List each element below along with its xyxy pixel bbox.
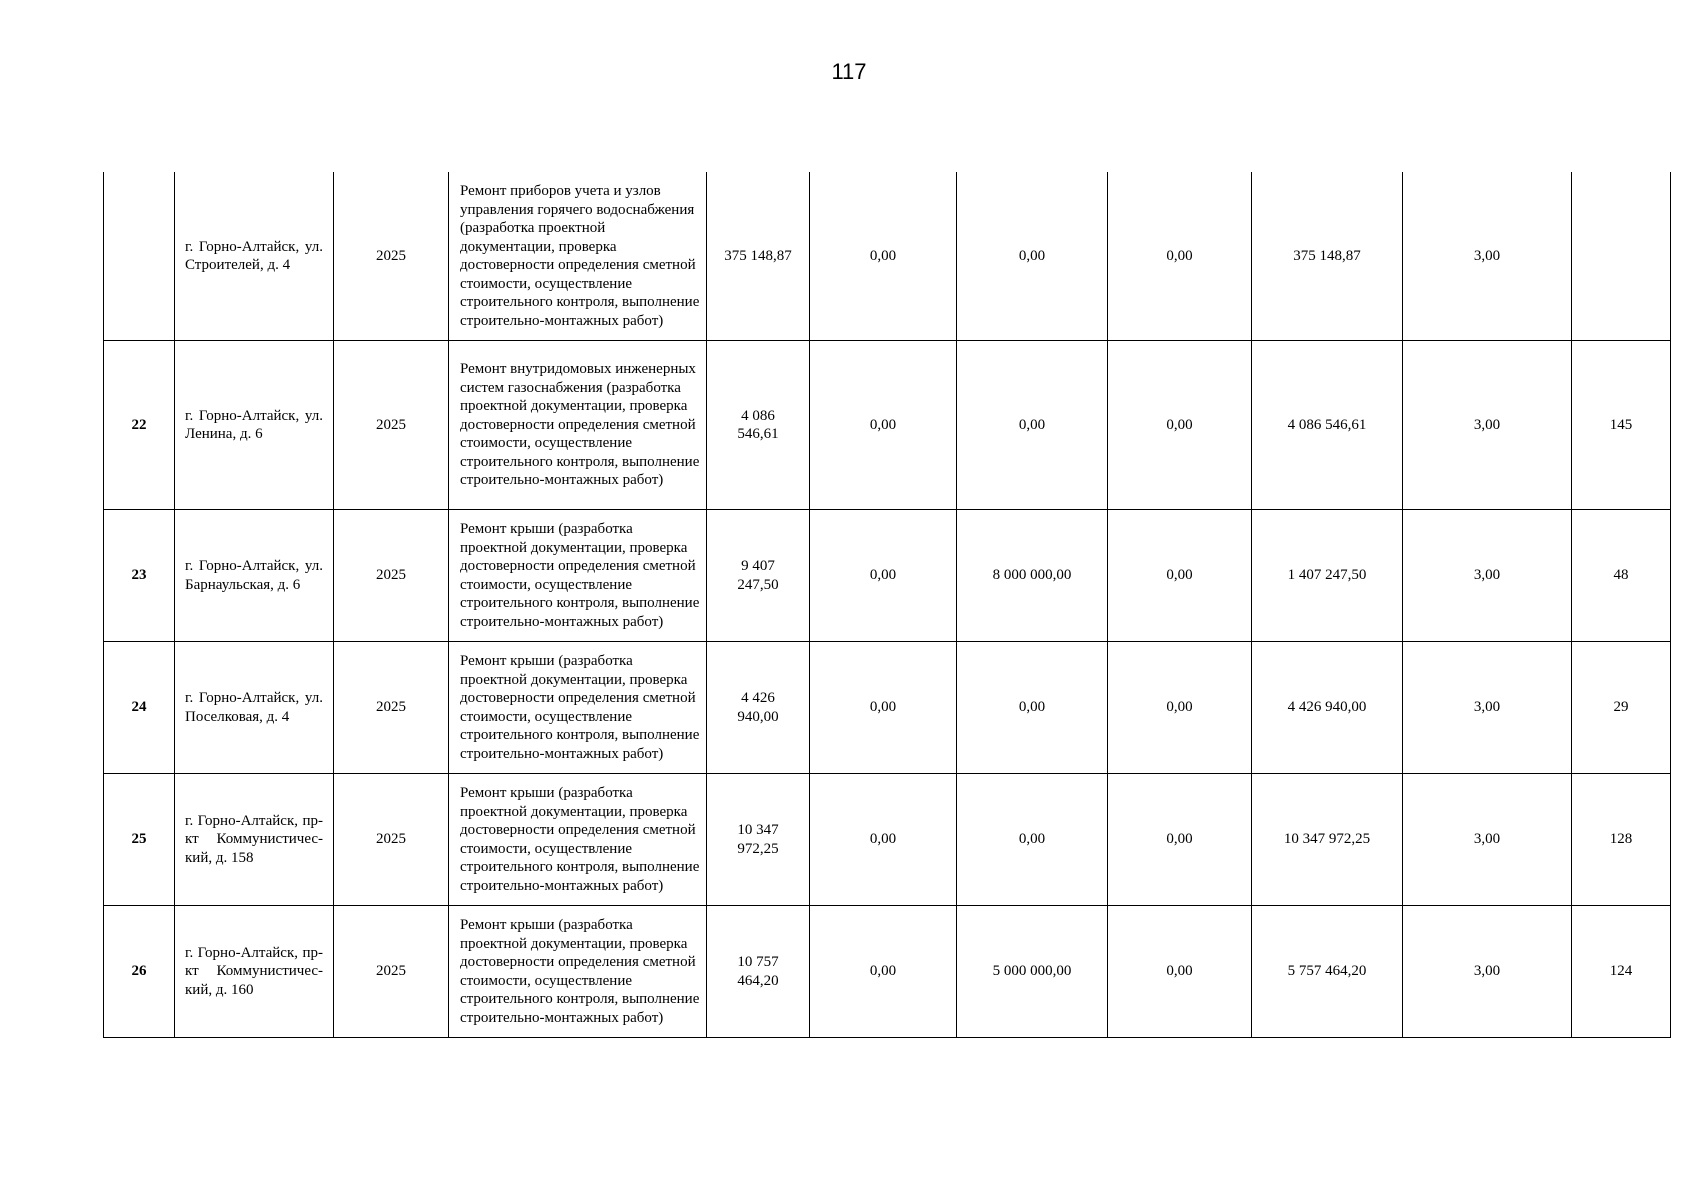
value-cell-7: 0,00 [957, 642, 1108, 774]
address-cell: г. Горно-Алтайск, ул. Ленина, д. 6 [175, 341, 334, 510]
value-cell-10: 3,00 [1403, 774, 1572, 906]
value-cell-9: 375 148,87 [1252, 172, 1403, 341]
total-cost-cell: 10 347 972,25 [707, 774, 810, 906]
value-cell-7: 0,00 [957, 172, 1108, 341]
value-cell-11 [1572, 172, 1671, 341]
value-cell-11: 29 [1572, 642, 1671, 774]
value-cell-8: 0,00 [1108, 906, 1252, 1038]
row-number: 22 [104, 341, 175, 510]
value-cell-11: 48 [1572, 510, 1671, 642]
table-row [104, 172, 1671, 341]
total-cost-cell: 10 757 464,20 [707, 906, 810, 1038]
row-number: 24 [104, 642, 175, 774]
value-cell-7: 5 000 000,00 [957, 906, 1108, 1038]
total-cost-cell: 9 407 247,50 [707, 510, 810, 642]
work-description-cell: Ремонт крыши (разработка проектной документации, проверка достоверности определения сметной стоимости, осуществление строительного контроля, выполнение строительно-монтажных работ) [449, 642, 707, 774]
value-cell-6: 0,00 [810, 642, 957, 774]
value-cell-9: 1 407 247,50 [1252, 510, 1403, 642]
value-cell-9: 4 086 546,61 [1252, 341, 1403, 510]
value-cell-8: 0,00 [1108, 774, 1252, 906]
value-cell-9: 4 426 940,00 [1252, 642, 1403, 774]
table-row [104, 341, 1671, 510]
row-number: 23 [104, 510, 175, 642]
value-cell-11: 145 [1572, 341, 1671, 510]
year-cell: 2025 [334, 774, 449, 906]
value-cell-8: 0,00 [1108, 172, 1252, 341]
row-number [104, 172, 175, 341]
value-cell-7: 0,00 [957, 774, 1108, 906]
address-cell: г. Горно-Алтайск, пр-кт Коммунистичес-кий, д. 158 [175, 774, 334, 906]
value-cell-9: 5 757 464,20 [1252, 906, 1403, 1038]
address-cell: г. Горно-Алтайск, ул. Строителей, д. 4 [175, 172, 334, 341]
total-cost-cell: 375 148,87 [707, 172, 810, 341]
value-cell-10: 3,00 [1403, 642, 1572, 774]
value-cell-10: 3,00 [1403, 341, 1572, 510]
repair-program-table [103, 172, 1671, 1038]
table-row [104, 642, 1671, 774]
table-row [104, 906, 1671, 1038]
work-description-cell: Ремонт крыши (разработка проектной документации, проверка достоверности определения сметной стоимости, осуществление строительного контроля, выполнение строительно-монтажных работ) [449, 510, 707, 642]
work-description-cell: Ремонт внутридомовых инженерных систем газоснабжения (разработка проектной документации, проверка достоверности определения сметной стоимости, осуществление строительного контроля, выполнение строительно-монтажных работ) [449, 341, 707, 510]
value-cell-6: 0,00 [810, 774, 957, 906]
work-description-cell: Ремонт крыши (разработка проектной документации, проверка достоверности определения сметной стоимости, осуществление строительного контроля, выполнение строительно-монтажных работ) [449, 774, 707, 906]
total-cost-cell: 4 426 940,00 [707, 642, 810, 774]
year-cell: 2025 [334, 172, 449, 341]
year-cell: 2025 [334, 906, 449, 1038]
value-cell-8: 0,00 [1108, 341, 1252, 510]
value-cell-6: 0,00 [810, 172, 957, 341]
row-number: 26 [104, 906, 175, 1038]
value-cell-11: 128 [1572, 774, 1671, 906]
work-description-cell: Ремонт крыши (разработка проектной документации, проверка достоверности определения сметной стоимости, осуществление строительного контроля, выполнение строительно-монтажных работ) [449, 906, 707, 1038]
row-number: 25 [104, 774, 175, 906]
value-cell-11: 124 [1572, 906, 1671, 1038]
year-cell: 2025 [334, 341, 449, 510]
address-cell: г. Горно-Алтайск, ул. Барнаульская, д. 6 [175, 510, 334, 642]
value-cell-10: 3,00 [1403, 906, 1572, 1038]
page-number: 117 [831, 59, 867, 84]
value-cell-7: 0,00 [957, 341, 1108, 510]
year-cell: 2025 [334, 510, 449, 642]
value-cell-6: 0,00 [810, 341, 957, 510]
work-description-cell: Ремонт приборов учета и узлов управления горячего водоснабжения (разработка проектной документации, проверка достоверности определения сметной стоимости, осуществление строительного контроля, выполнение строительно-монтажных работ) [449, 172, 707, 341]
value-cell-10: 3,00 [1403, 172, 1572, 341]
value-cell-8: 0,00 [1108, 642, 1252, 774]
address-cell: г. Горно-Алтайск, пр-кт Коммунистичес-кий, д. 160 [175, 906, 334, 1038]
address-cell: г. Горно-Алтайск, ул. Поселковая, д. 4 [175, 642, 334, 774]
table-row [104, 510, 1671, 642]
year-cell: 2025 [334, 642, 449, 774]
value-cell-7: 8 000 000,00 [957, 510, 1108, 642]
total-cost-cell: 4 086 546,61 [707, 341, 810, 510]
table-row [104, 774, 1671, 906]
value-cell-6: 0,00 [810, 510, 957, 642]
value-cell-9: 10 347 972,25 [1252, 774, 1403, 906]
value-cell-6: 0,00 [810, 906, 957, 1038]
value-cell-8: 0,00 [1108, 510, 1252, 642]
value-cell-10: 3,00 [1403, 510, 1572, 642]
